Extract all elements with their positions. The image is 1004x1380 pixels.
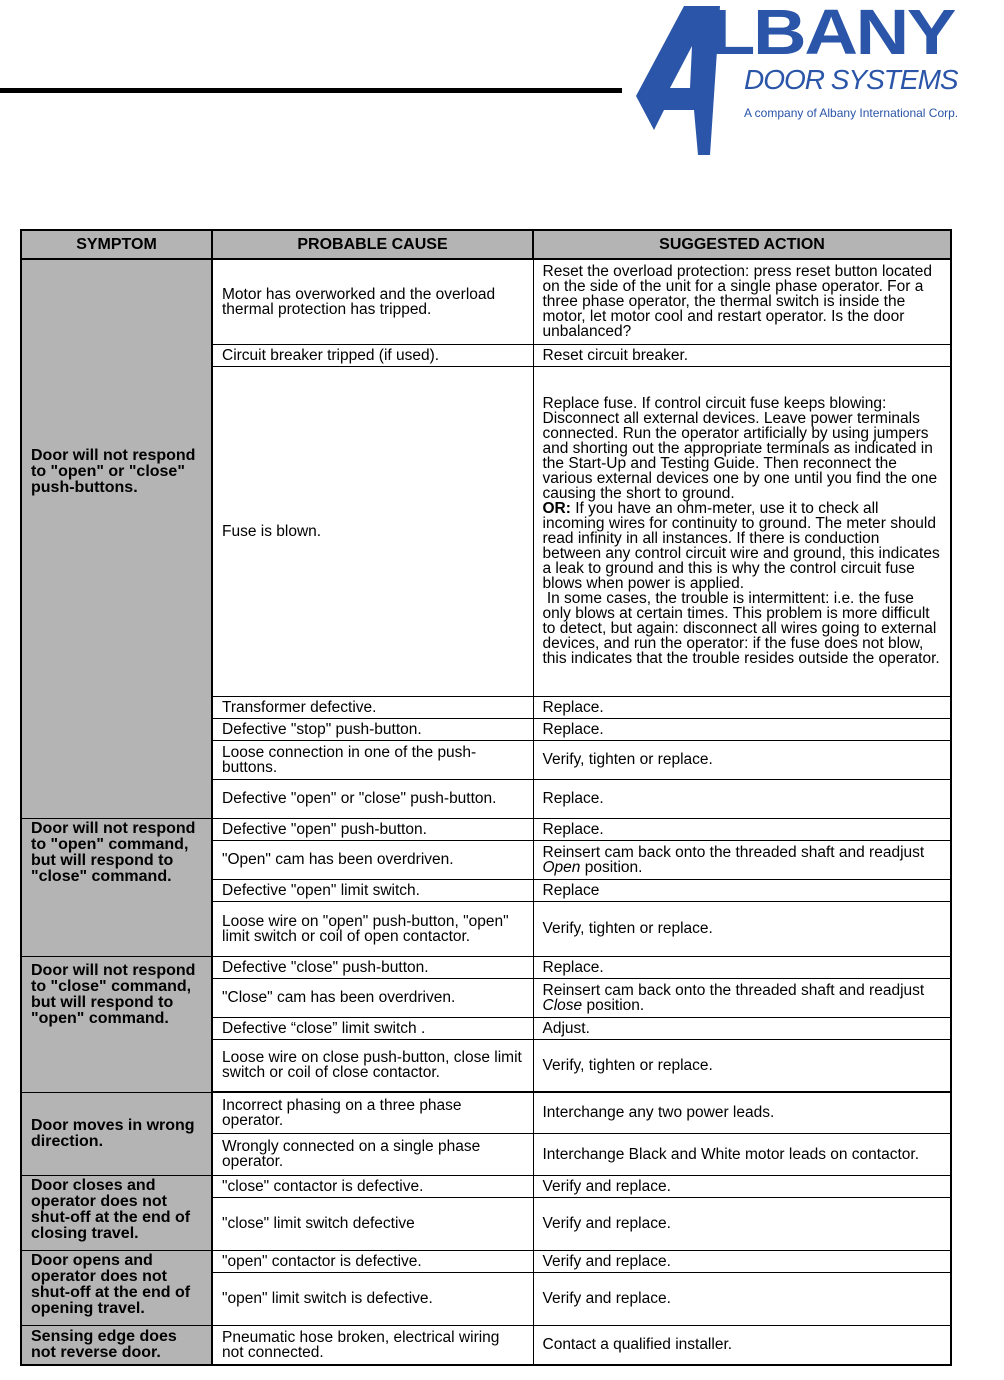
header-probable-cause: PROBABLE CAUSE [212,230,533,259]
cause-cell: Wrongly connected on a single phase operator. [212,1133,533,1175]
table-header-row [21,230,951,259]
action-text: position. [582,996,645,1014]
action-cell: Replace. [533,956,951,978]
logo-wordmark: LBANY [710,0,955,68]
symptom-text: Sensing edge does not reverse door. [31,1327,177,1361]
action-cell: Replace. [533,696,951,718]
action-cell: Adjust. [533,1017,951,1039]
header-symptom: SYMPTOM [21,230,212,259]
header-rule [0,88,622,93]
action-cell: Verify, tighten or replace. [533,901,951,956]
action-cell: Reset circuit breaker. [533,344,951,366]
action-emphasis: Open [542,858,581,876]
cause-cell: Motor has overworked and the overload thermal protection has tripped. [212,259,533,344]
action-text-part1: Replace fuse. If control circuit fuse keeps blowing: Disconnect all external devices. Leave power terminals connected. Run the operator artificially by using jumpers and shorting out the appropriate terminals as indicated in the Start-Up and Testing Guide. Then reconnect the various external devices one by one until you find the one causing the short to ground. [542,395,938,502]
symptom-cell [21,818,212,956]
cause-cell: "close" limit switch defective [212,1197,533,1250]
symptom-cell [21,1325,212,1365]
action-cell: Reset the overload protection: press reset button located on the side of the unit for a single phase operator. For a three phase operator, the thermal switch is inside the motor, let motor cool and restart operator. Is the door unbalanced? [533,259,951,344]
cause-cell: Fuse is blown. [212,366,533,696]
cause-cell: "open" limit switch is defective. [212,1272,533,1325]
action-cell: Verify and replace. [533,1250,951,1272]
symptom-text: Door opens and operator does not shut-off at the end of opening travel. [31,1251,191,1317]
logo-tagline: A company of Albany International Corp. [744,106,959,120]
symptom-cell [21,1092,212,1175]
cause-cell: Defective “close” limit switch . [212,1017,533,1039]
symptom-text: Door moves in wrong direction. [31,1116,195,1150]
cause-cell: Defective "open" limit switch. [212,879,533,901]
cause-cell: "Close" cam has been overdriven. [212,978,533,1017]
action-cell: Verify and replace. [533,1197,951,1250]
action-cell [533,840,951,879]
action-text: position. [580,858,643,876]
logo-subtitle: DOOR SYSTEMS [744,64,958,95]
table-row [21,1092,951,1133]
table-row [21,956,951,978]
cause-cell: Defective "open" or "close" push-button. [212,779,533,818]
action-text-part3: In some cases, the trouble is intermittent: i.e. the fuse only blows at certain times. This problem is more difficult to detect, but again: disconnect all wires going to external devices, and run the operator: if the fuse does not blow, this indicates that the trouble resides outside the operator. [542,590,940,667]
action-cell: Interchange Black and White motor leads on contactor. [533,1133,951,1175]
cause-cell: Loose connection in one of the push-buttons. [212,740,533,779]
cause-cell: "open" contactor is defective. [212,1250,533,1272]
action-cell: Verify, tighten or replace. [533,1039,951,1092]
symptom-text: Door will not respond to "open" command, but will respond to "close" command. [31,819,196,885]
action-text: Reinsert cam back onto the threaded shaft and readjust [542,981,925,999]
action-cell: Contact a qualified installer. [533,1325,951,1365]
action-cell [533,366,951,696]
action-cell: Verify and replace. [533,1272,951,1325]
cause-cell: Defective "close" push-button. [212,956,533,978]
cause-cell: Pneumatic hose broken, electrical wiring not connected. [212,1325,533,1365]
symptom-cell [21,1250,212,1325]
cause-cell: "Open" cam has been overdriven. [212,840,533,879]
table-row [21,259,951,344]
action-emphasis: Close [542,996,583,1014]
table-row [21,1250,951,1272]
albany-logo [624,0,1004,160]
table-row [21,1325,951,1365]
cause-cell: Loose wire on close push-button, close limit switch or coil of close contactor. [212,1039,533,1092]
action-cell: Interchange any two power leads. [533,1092,951,1133]
header-suggested-action: SUGGESTED ACTION [533,230,951,259]
action-cell: Replace. [533,818,951,840]
cause-cell: Loose wire on "open" push-button, "open" limit switch or coil of open contactor. [212,901,533,956]
symptom-cell [21,259,212,818]
action-text: Reinsert cam back onto the threaded shaft and readjust [542,843,925,861]
table-row [21,1175,951,1197]
action-text-or: OR: [542,500,571,517]
troubleshooting-table [20,229,952,1366]
symptom-cell [21,1175,212,1250]
action-cell: Verify, tighten or replace. [533,740,951,779]
cause-cell: Defective "stop" push-button. [212,718,533,740]
table-row [21,818,951,840]
cause-cell: Transformer defective. [212,696,533,718]
cause-cell: Incorrect phasing on a three phase operator. [212,1092,533,1133]
action-cell: Verify and replace. [533,1175,951,1197]
action-cell [533,978,951,1017]
symptom-cell [21,956,212,1092]
symptom-text: Door closes and operator does not shut-off at the end of closing travel. [31,1176,191,1242]
cause-cell: "close" contactor is defective. [212,1175,533,1197]
symptom-text: Door will not respond to "close" command, but will respond to "open" command. [31,961,196,1027]
action-cell: Replace. [533,779,951,818]
action-cell: Replace [533,879,951,901]
action-text-part2: If you have an ohm-meter, use it to check all incoming wires for continuity to ground. The meter should read infinity in all instances. If there is conduction between any control circuit wire and ground, this indicates a leak to ground and this is why the control circuit fuse blows when power is applied. [542,500,940,592]
action-cell: Replace. [533,718,951,740]
cause-cell: Circuit breaker tripped (if used). [212,344,533,366]
symptom-text: Door will not respond to "open" or "close" push-buttons. [31,447,196,497]
cause-cell: Defective "open" push-button. [212,818,533,840]
